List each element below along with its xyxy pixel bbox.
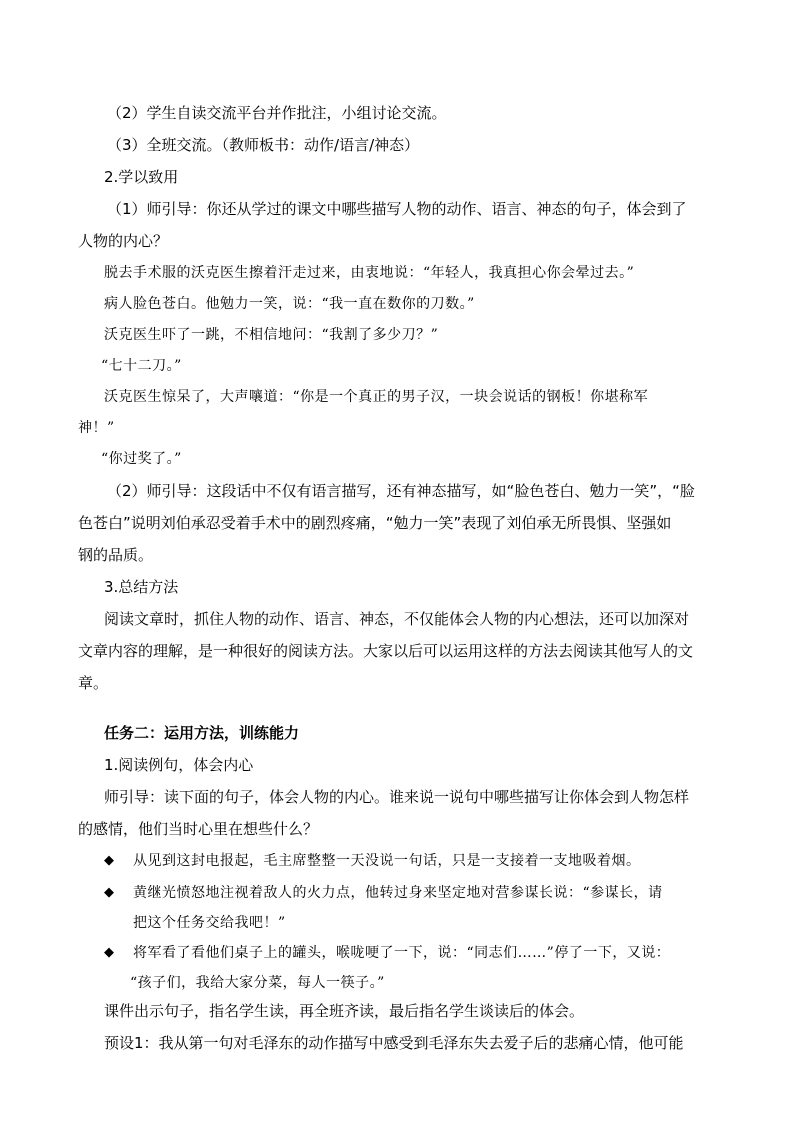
analysis-line-2: 色苍白”说明刘伯承忍受着手术中的剧烈疼痛，“勉力一笑”表现了刘伯承无所畏惧、坚强如 bbox=[78, 514, 672, 532]
quote-line-7: “你过奖了。” bbox=[101, 451, 182, 467]
diamond-bullet-icon: ◆ bbox=[104, 945, 114, 960]
quote-line-4: “七十二刀。” bbox=[101, 358, 182, 374]
task-two-heading: 任务二：运用方法，训练能力 bbox=[104, 724, 300, 742]
summary-line-2: 文章内容的理解，是一种很好的阅读方法。大家以后可以运用这样的方法去阅读其他写人的文 bbox=[78, 642, 694, 660]
quote-line-6: 神！” bbox=[78, 420, 115, 436]
quote-line-3: 沃克医生吓了一跳，不相信地问：“我割了多少刀？” bbox=[104, 327, 439, 343]
diamond-bullet-icon: ◆ bbox=[104, 853, 114, 868]
preset-answer-1: 预设1：我从第一句对毛泽东的动作描写中感受到毛泽东失去爱子后的悲痛心情，他可能 bbox=[104, 1034, 684, 1052]
diamond-bullet-icon: ◆ bbox=[104, 885, 114, 900]
courseware-instruction: 课件出示句子，指名学生读，再全班齐读，最后指名学生谈读后的体会。 bbox=[104, 1002, 585, 1020]
example-heading: 1.阅读例句，体会内心 bbox=[104, 756, 254, 774]
example-sentence-3-continued: “孩子们，我给大家分菜，每人一筷子。” bbox=[130, 975, 385, 991]
guide-question-line-2: 人物的内心？ bbox=[78, 232, 169, 250]
example-sentence-2-text: 黄继光愤怒地注视着敌人的火力点，他转过身来坚定地对营参谋长说：“参谋长，请 bbox=[133, 885, 663, 901]
summary-line-1: 阅读文章时，抓住人物的动作、语言、神态，不仅能体会人物的内心想法，还可以加深对 bbox=[104, 610, 690, 628]
guide-question-line-1: （1）师引导：你还从学过的课文中哪些描写人物的动作、语言、神态的句子，体会到了 bbox=[107, 200, 687, 218]
quote-line-2: 病人脸色苍白。他勉力一笑，说：“我一直在数你的刀数。” bbox=[104, 296, 475, 312]
quote-line-1: 脱去手术服的沃克医生擦着汗走过来，由衷地说：“年轻人，我真担心你会晕过去。” bbox=[104, 265, 635, 281]
example-sentence-2-continued: 把这个任务交给我吧！” bbox=[133, 915, 286, 931]
example-sentence-3 bbox=[0, 941, 794, 965]
summary-line-3: 章。 bbox=[78, 674, 109, 692]
example-sentence-3-text: 将军看了看他们桌子上的罐头，喉咙哽了一下，说：“同志们……”停了一下，又说： bbox=[133, 945, 671, 961]
example-sentence-1 bbox=[0, 849, 794, 873]
example-sentence-2 bbox=[0, 881, 794, 905]
section-heading-apply: 2.学以致用 bbox=[104, 168, 179, 186]
quote-line-5: 沃克医生惊呆了，大声嚷道：“你是一个真正的男子汉，一块会说话的钢板！你堪称军 bbox=[104, 389, 649, 405]
example-sentence-1-text: 从见到这封电报起，毛主席整整一天没说一句话，只是一支接着一支地吸着烟。 bbox=[133, 853, 641, 869]
step-3-line: （3）全班交流。（教师板书：动作/语言/神态） bbox=[107, 136, 420, 154]
section-heading-summary: 3.总结方法 bbox=[104, 578, 179, 596]
analysis-line-1: （2）师引导：这段话中不仅有语言描写，还有神态描写，如“脸色苍白、勉力一笑”，“脸 bbox=[107, 482, 695, 500]
analysis-line-3: 钢的品质。 bbox=[78, 546, 154, 564]
step-2-line: （2）学生自读交流平台并作批注，小组讨论交流。 bbox=[107, 104, 447, 122]
example-guide-line-2: 的感情，他们当时心里在想些什么？ bbox=[78, 820, 319, 838]
example-guide-line-1: 师引导：读下面的句子，体会人物的内心。谁来说一说句中哪些描写让你体会到人物怎样 bbox=[104, 788, 690, 806]
